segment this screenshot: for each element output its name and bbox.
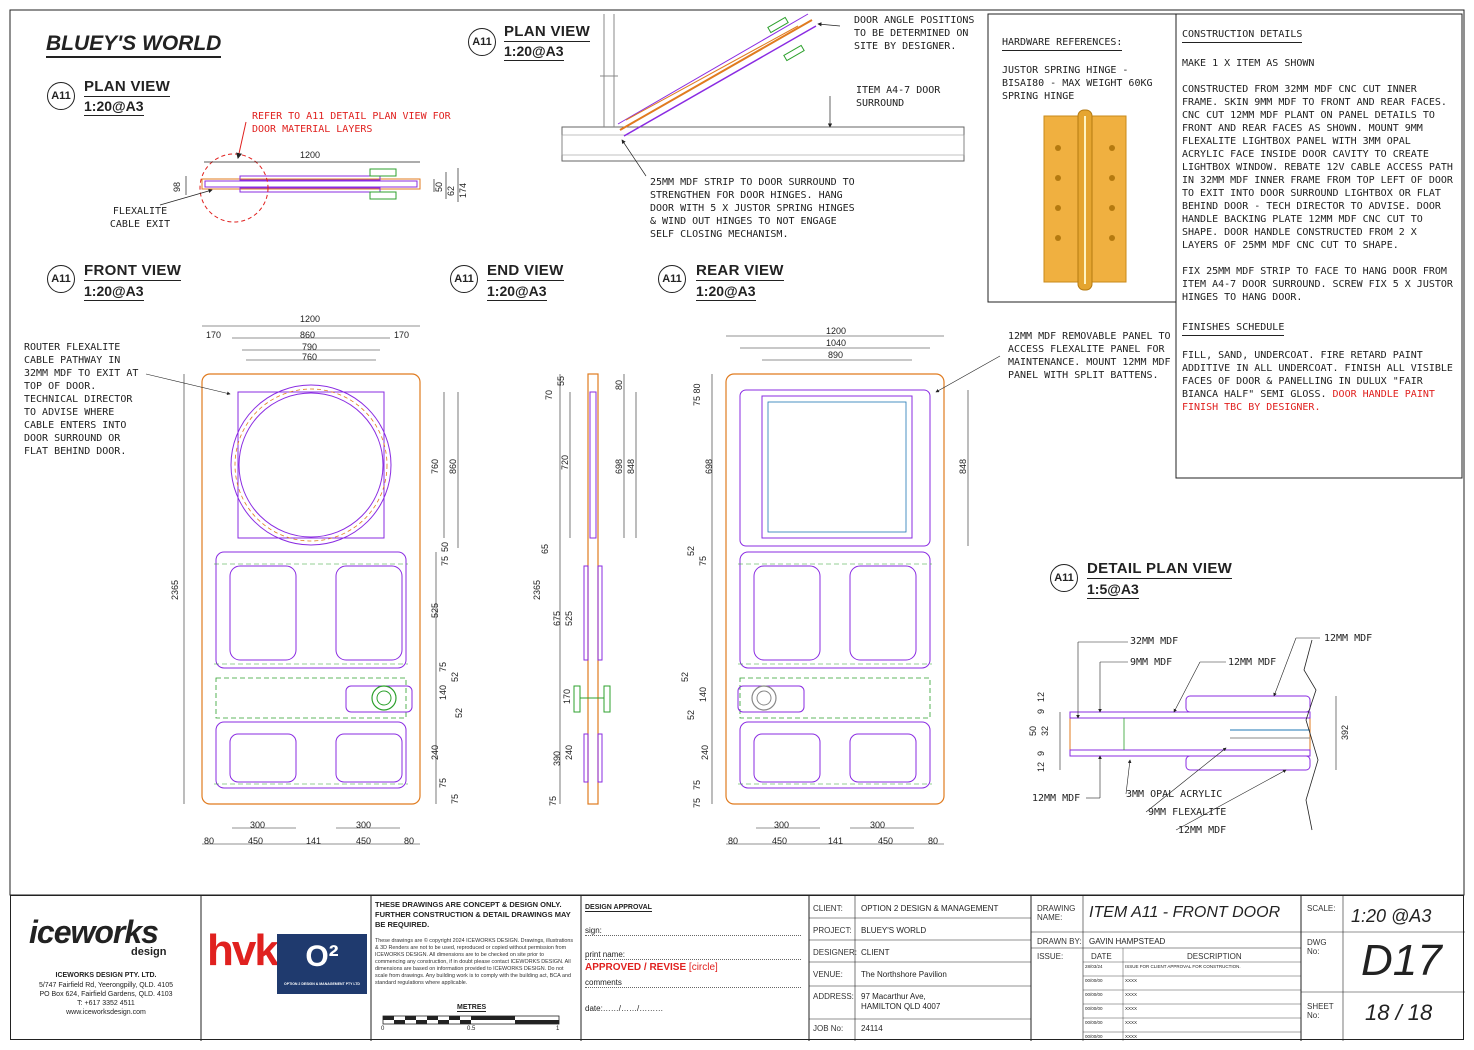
finishes-red-note: DOOR HANDLE PAINT FINISH TBC BY DESIGNER. bbox=[1182, 389, 1435, 413]
issue-desc: XXXX bbox=[1125, 1006, 1138, 1011]
dim-front-80a: 80 bbox=[204, 836, 215, 846]
dim-rear-450b: 450 bbox=[878, 836, 894, 846]
note-door-angle: DOOR ANGLE POSITIONS TO BE DETERMINED ON SITE BY DESIGNER. bbox=[854, 15, 975, 52]
detail-dim-9a: 9 bbox=[1036, 708, 1046, 714]
dim-rear-75c: 75 bbox=[692, 797, 702, 808]
front-scale: 1:20@A3 bbox=[84, 283, 144, 299]
dim-front-790: 790 bbox=[302, 342, 318, 352]
dim-plan-98: 98 bbox=[172, 181, 182, 192]
hardware-heading: HARDWARE REFERENCES: bbox=[1002, 36, 1122, 51]
detail-label-opal-acrylic: 3MM OPAL ACRYLIC bbox=[1126, 789, 1223, 800]
finishes-text bbox=[1182, 349, 1456, 414]
sheet-label: SHEET No: bbox=[1307, 1002, 1334, 1020]
issue-date: 00/00/00 bbox=[1085, 1020, 1103, 1025]
dim-front-50: 50 bbox=[440, 541, 450, 552]
issue-date: 00/00/00 bbox=[1085, 992, 1103, 997]
issue-desc: XXXX bbox=[1125, 992, 1138, 997]
dim-rear-1200: 1200 bbox=[826, 326, 847, 336]
scale-bar-0: 0 bbox=[381, 1026, 385, 1032]
approval-date-field[interactable]: date:……/……/……… bbox=[585, 1004, 664, 1013]
dim-end-65: 65 bbox=[540, 543, 550, 554]
view-bubble-rear: A11 bbox=[658, 265, 686, 293]
project-value: BLUEY'S WORLD bbox=[861, 926, 927, 935]
dim-front-140: 140 bbox=[438, 684, 448, 700]
dim-rear-75a: 75 bbox=[698, 555, 708, 566]
dim-front-1200: 1200 bbox=[300, 314, 321, 324]
dim-end-848: 848 bbox=[626, 458, 636, 474]
note-flexalite-exit: FLEXALITE CABLE EXIT bbox=[109, 206, 171, 230]
dim-front-450b: 450 bbox=[356, 836, 372, 846]
disclaimer-text: These drawings are © copyright 2024 ICEWORKS DESIGN. Drawings, illustrations & 3D Renders are not to be used, reproduced or copied without permission from ICEWORKS DESIGN. All dimensions are to be checked on site prior to commencing any construction, if in doubt please contact ICEWORKS DESIGN. All dimensions are based on information provided to ICEWORKS DESIGN. Do not scale from drawings. Any building work is to comply with the building act, BCA and standard regulations where applicable. bbox=[375, 938, 574, 986]
designer-value: CLIENT bbox=[861, 948, 890, 957]
view-bubble-end: A11 bbox=[450, 265, 478, 293]
dim-rear-80a: 80 bbox=[728, 836, 739, 846]
issue-date: 00/00/00 bbox=[1085, 1006, 1103, 1011]
dim-rear-450a: 450 bbox=[772, 836, 788, 846]
issue-row bbox=[1085, 1006, 1299, 1020]
dim-end-75: 75 bbox=[548, 795, 558, 806]
issue-desc: XXXX bbox=[1125, 1034, 1138, 1039]
drawn-by-value: GAVIN HAMPSTEAD bbox=[1089, 937, 1166, 946]
dim-plan-50: 50 bbox=[434, 181, 444, 192]
note-mdf-strip: 25MM MDF STRIP TO DOOR SURROUND TO STRENGTHEN FOR DOOR HINGES. HANG DOOR WITH 5 X JUSTOR SPRING HINGES & WIND OUT HINGES TO NOT ENGAGE SELF CLOSING MECHANISM. bbox=[650, 177, 855, 240]
dim-plan-62: 62 bbox=[446, 185, 456, 196]
dim-front-760: 760 bbox=[302, 352, 318, 362]
front-title: FRONT VIEW bbox=[84, 262, 182, 279]
dim-front-80b: 80 bbox=[404, 836, 415, 846]
note-router-flexalite: ROUTER FLEXALITE CABLE PATHWAY IN 32MM MDF TO EXIT AT TOP OF DOOR. TECHNICAL DIRECTOR TO ADVISE WHERE CABLE ENTERS INTO DOOR SURROUND OR FLAT BEHIND DOOR. bbox=[24, 342, 139, 457]
dim-front-170b: 170 bbox=[394, 330, 410, 340]
issue-row bbox=[1085, 964, 1299, 978]
detail-scale: 1:5@A3 bbox=[1087, 581, 1139, 597]
issue-row bbox=[1085, 1020, 1299, 1034]
dim-rear-300a: 300 bbox=[774, 820, 790, 830]
job-value: 24114 bbox=[861, 1024, 883, 1033]
note-removable-panel: 12MM MDF REMOVABLE PANEL TO ACCESS FLEXALITE PANEL FOR MAINTENANCE. MOUNT 12MM MDF PANEL WITH SPLIT BATTENS. bbox=[1008, 331, 1171, 381]
sheet-value: 18 / 18 bbox=[1365, 1000, 1433, 1025]
dim-end-55: 55 bbox=[556, 375, 566, 386]
dim-rear-698: 698 bbox=[704, 458, 714, 474]
address-label: ADDRESS: bbox=[813, 992, 854, 1001]
view-bubble-plan-top: A11 bbox=[468, 28, 496, 56]
dim-front-52b: 52 bbox=[454, 707, 464, 718]
drawing-name-value: ITEM A11 - FRONT DOOR bbox=[1089, 904, 1281, 921]
approval-status[interactable] bbox=[585, 962, 718, 973]
dim-front-240: 240 bbox=[430, 744, 440, 760]
dim-plan-174: 174 bbox=[458, 182, 468, 198]
dim-rear-52a: 52 bbox=[686, 545, 696, 556]
dwg-label: DWG No: bbox=[1307, 938, 1327, 956]
dim-front-52a: 52 bbox=[450, 671, 460, 682]
detail-dim-9b: 9 bbox=[1036, 750, 1046, 756]
end-view-drawing bbox=[560, 374, 636, 804]
approval-approved-revise: APPROVED / REVISE bbox=[585, 962, 687, 973]
dim-rear-300b: 300 bbox=[870, 820, 886, 830]
approval-circle: [circle] bbox=[688, 962, 718, 973]
dim-end-525: 525 bbox=[564, 610, 574, 626]
issue-desc: XXXX bbox=[1125, 978, 1138, 983]
job-label: JOB No: bbox=[813, 1024, 844, 1033]
client-label: CLIENT: bbox=[813, 904, 843, 913]
dim-front-300a: 300 bbox=[250, 820, 266, 830]
dim-end-675: 675 bbox=[552, 610, 562, 626]
issue-row bbox=[1085, 978, 1299, 992]
dim-end-720: 720 bbox=[560, 454, 570, 470]
dim-front-75b: 75 bbox=[438, 661, 448, 672]
disclaimer-bold: THESE DRAWINGS ARE CONCEPT & DESIGN ONLY. FURTHER CONSTRUCTION & DETAIL DRAWINGS MAY BE REQUIRED. bbox=[375, 900, 571, 929]
detail-label-32mm: 32MM MDF bbox=[1130, 636, 1179, 647]
end-scale: 1:20@A3 bbox=[487, 283, 547, 299]
detail-label-12mm-b: 12MM MDF bbox=[1324, 633, 1373, 644]
issue-date: 00/00/00 bbox=[1085, 978, 1103, 983]
dim-front-860v: 860 bbox=[448, 458, 458, 474]
company-name: ICEWORKS DESIGN PTY. LTD. bbox=[55, 972, 157, 979]
issue-row bbox=[1085, 992, 1299, 1006]
address-line1: 97 Macarthur Ave, bbox=[861, 992, 926, 1001]
scale-bar-05: 0.5 bbox=[467, 1026, 476, 1032]
issue-date: 28/03/24 bbox=[1085, 964, 1103, 969]
approval-comments-field[interactable]: comments bbox=[585, 978, 801, 988]
dim-front-75a: 75 bbox=[440, 555, 450, 566]
detail-dim-392: 392 bbox=[1340, 724, 1350, 740]
rear-title: REAR VIEW bbox=[696, 262, 784, 279]
drawing-name-label: DRAWING NAME: bbox=[1037, 904, 1076, 922]
iceworks-logo-sub: design bbox=[131, 946, 167, 958]
dim-rear-80b: 80 bbox=[928, 836, 939, 846]
construction-p3: FIX 25MM MDF STRIP TO FACE TO HANG DOOR FROM ITEM A4-7 DOOR SURROUND. SCREW FIX 5 X JUSTOR HINGES TO HANG DOOR. bbox=[1182, 266, 1453, 303]
dim-end-240: 240 bbox=[564, 744, 574, 760]
construction-p1: MAKE 1 X ITEM AS SHOWN bbox=[1182, 58, 1315, 69]
dim-rear-1040: 1040 bbox=[826, 338, 847, 348]
finishes-heading: FINISHES SCHEDULE bbox=[1182, 321, 1284, 336]
issue-row bbox=[1085, 1034, 1299, 1048]
company-phone: T: +617 3352 4511 bbox=[77, 1000, 135, 1007]
dim-front-300b: 300 bbox=[356, 820, 372, 830]
construction-notes bbox=[1182, 24, 1456, 414]
rear-scale: 1:20@A3 bbox=[696, 283, 756, 299]
construction-p2: CONSTRUCTED FROM 32MM MDF CNC CUT INNER FRAME. SKIN 9MM MDF TO FRONT AND REAR FACES. CNC CUT 12MM MDF PLANT ON PANEL DETAILS TO FRONT AND REAR FACES AS SHOWN. MOUNT 9MM FLEXALITE LIGHTBOX PANEL WITH 3MM OPAL ACRYLIC FACE INSIDE DOOR CAVITY TO CREATE LIGHTBOX WINDOW. REBATE 12V CABLE ACCESS PATH IN 32MM MDF INNER FRAME FROM TOP LEFT OF DOOR TO EXIT INTO DOOR SURROUND LIGHTBOX OR FLAT BEHIND DOOR - TECH DIRECTOR TO ADVISE. DOOR HANDLE BACKING PLATE 12MM MDF CNC CUT TO SHAPE. DOOR HANDLE CONSTRUCTED FROM 2 X LAYERS OF 25MM MDF CNC CUT TO SHAPE. bbox=[1182, 84, 1453, 251]
dim-front-760v: 760 bbox=[430, 458, 440, 474]
dim-front-170a: 170 bbox=[206, 330, 222, 340]
hvk-logo: hvk bbox=[207, 926, 277, 975]
plan-small-title: PLAN VIEW bbox=[84, 78, 171, 95]
dwg-value: D17 bbox=[1361, 936, 1442, 985]
dim-end-698: 698 bbox=[614, 458, 624, 474]
venue-label: VENUE: bbox=[813, 970, 843, 979]
plan-top-title: PLAN VIEW bbox=[504, 23, 591, 40]
scale-value: 1:20 @A3 bbox=[1351, 906, 1432, 926]
detail-plan-drawing bbox=[1060, 638, 1336, 830]
view-bubble-plan-small: A11 bbox=[47, 82, 75, 110]
dim-front-141: 141 bbox=[306, 836, 322, 846]
o2-logo-mark: O² bbox=[305, 940, 339, 973]
dim-rear-240: 240 bbox=[700, 744, 710, 760]
detail-label-12mm-d: 12MM MDF bbox=[1178, 825, 1227, 836]
dim-rear-75-80: 75 80 bbox=[692, 383, 702, 406]
plan-small-scale: 1:20@A3 bbox=[84, 98, 144, 114]
detail-dim-50: 50 bbox=[1028, 725, 1038, 736]
designer-label: DESIGNER: bbox=[813, 948, 858, 957]
iceworks-logo: iceworks bbox=[29, 914, 158, 950]
plan-view-small-drawing bbox=[160, 122, 458, 222]
project-label: PROJECT: bbox=[813, 926, 852, 935]
finishes-p4: FILL, SAND, UNDERCOAT. FIRE RETARD PAINT ADDITIVE IN ALL UNDERCOAT. FINISH ALL VISIBLE FACES OF DOOR & PANELLING IN DULUX "FAIR BIANCA HALF" SEMI GLOSS. bbox=[1182, 350, 1453, 400]
drawn-by-label: DRAWN BY: bbox=[1037, 937, 1082, 946]
project-heading: BLUEY'S WORLD bbox=[46, 32, 221, 58]
dim-rear-140: 140 bbox=[698, 686, 708, 702]
client-value: OPTION 2 DESIGN & MANAGEMENT bbox=[861, 904, 999, 913]
dim-front-525: 525 bbox=[430, 602, 440, 618]
spring-hinge-illustration bbox=[1044, 110, 1126, 290]
issue-desc-header: DESCRIPTION bbox=[1187, 952, 1242, 961]
detail-title: DETAIL PLAN VIEW bbox=[1087, 560, 1233, 577]
dim-plan-1200: 1200 bbox=[300, 150, 321, 160]
dim-end-170: 170 bbox=[562, 688, 572, 704]
issue-label: ISSUE: bbox=[1037, 952, 1064, 961]
rear-view-drawing bbox=[712, 336, 1000, 844]
issue-table bbox=[1085, 964, 1299, 1048]
company-address1: 5/747 Fairfield Rd, Yeerongpilly, QLD. 4105 bbox=[38, 982, 174, 989]
o2-logo bbox=[277, 934, 367, 994]
detail-label-flexalite: 9MM FLEXALITE bbox=[1148, 807, 1227, 818]
dim-rear-52c: 52 bbox=[686, 709, 696, 720]
detail-dim-32: 32 bbox=[1040, 725, 1050, 736]
dim-end-2365: 2365 bbox=[532, 579, 542, 600]
venue-value: The Northshore Pavilion bbox=[861, 970, 947, 979]
address-line2: HAMILTON QLD 4007 bbox=[861, 1002, 941, 1011]
dim-end-390: 390 bbox=[552, 750, 562, 766]
detail-dim-12a: 12 bbox=[1036, 691, 1046, 702]
approval-sign-field[interactable]: sign: bbox=[585, 926, 801, 936]
dim-front-75c: 75 bbox=[438, 777, 448, 788]
issue-date-header: DATE bbox=[1091, 952, 1112, 961]
approval-print-name-field[interactable]: print name: bbox=[585, 950, 801, 960]
issue-date: 00/00/00 bbox=[1085, 1034, 1103, 1039]
dim-rear-848: 848 bbox=[958, 458, 968, 474]
approval-heading: DESIGN APPROVAL bbox=[585, 904, 652, 911]
dim-end-80: 80 bbox=[614, 379, 624, 390]
scale-bar-1: 1 bbox=[556, 1026, 560, 1032]
dim-rear-52b: 52 bbox=[680, 671, 690, 682]
detail-label-12mm-a: 12MM MDF bbox=[1228, 657, 1277, 668]
dim-rear-141: 141 bbox=[828, 836, 844, 846]
company-web: www.iceworksdesign.com bbox=[66, 1009, 146, 1016]
note-door-surround: ITEM A4-7 DOOR SURROUND bbox=[856, 85, 941, 109]
plan-top-scale: 1:20@A3 bbox=[504, 43, 564, 59]
dim-front-860: 860 bbox=[300, 330, 316, 340]
end-title: END VIEW bbox=[487, 262, 564, 279]
scale-bar-label: METRES bbox=[457, 1004, 487, 1011]
company-address2: PO Box 624, Fairfield Gardens, QLD. 4103 bbox=[39, 991, 173, 998]
view-bubble-detail: A11 bbox=[1050, 564, 1078, 592]
view-bubble-front: A11 bbox=[47, 265, 75, 293]
dim-rear-890: 890 bbox=[828, 350, 844, 360]
detail-label-12mm-c: 12MM MDF bbox=[1032, 793, 1081, 804]
construction-heading: CONSTRUCTION DETAILS bbox=[1182, 28, 1302, 43]
dim-front-75d: 75 bbox=[450, 793, 460, 804]
dim-front-2365: 2365 bbox=[170, 579, 180, 600]
scale-label: SCALE: bbox=[1307, 904, 1336, 913]
hardware-text: JUSTOR SPRING HINGE - BISAI80 - MAX WEIGHT 60KG SPRING HINGE bbox=[1002, 65, 1153, 102]
front-view-drawing bbox=[146, 326, 458, 844]
detail-dim-12b: 12 bbox=[1036, 761, 1046, 772]
dim-end-70: 70 bbox=[544, 389, 554, 400]
o2-logo-sub: OPTION 2 DESIGN & MANAGEMENT PTY LTD bbox=[284, 982, 360, 986]
detail-label-9mm: 9MM MDF bbox=[1130, 657, 1173, 668]
issue-desc: ISSUE FOR CLIENT APPROVAL FOR CONSTRUCTION. bbox=[1125, 964, 1241, 969]
note-refer-detail: REFER TO A11 DETAIL PLAN VIEW FOR DOOR MATERIAL LAYERS bbox=[252, 111, 451, 135]
dim-rear-75b: 75 bbox=[692, 779, 702, 790]
issue-desc: XXXX bbox=[1125, 1020, 1138, 1025]
title-block bbox=[10, 895, 1464, 1040]
dim-front-450a: 450 bbox=[248, 836, 264, 846]
